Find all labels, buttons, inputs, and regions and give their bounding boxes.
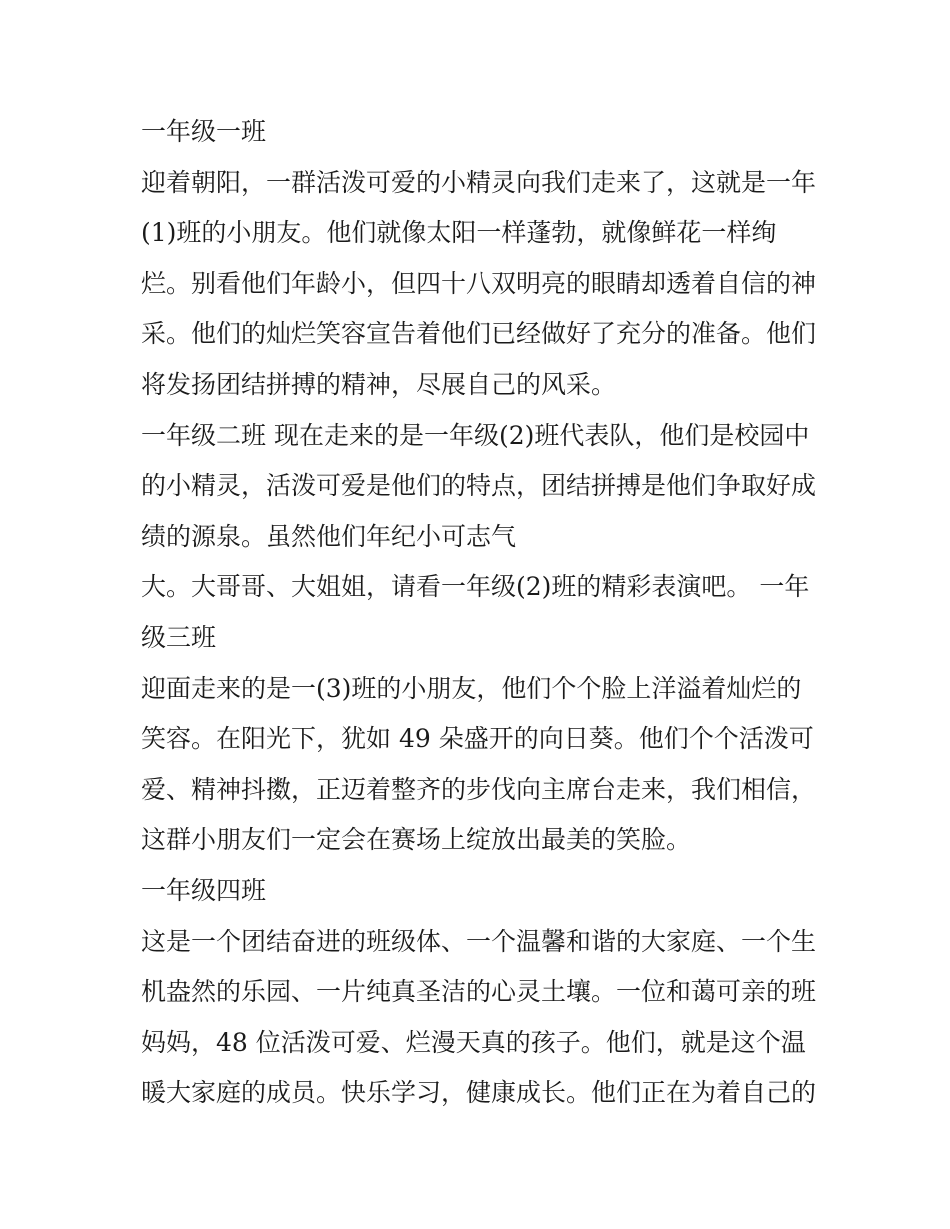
text-line: 采。他们的灿烂笑容宣告着他们已经做好了充分的准备。他们 [141, 319, 817, 349]
text-line: 爱、精神抖擞，正迈着整齐的步伐向主席台走来，我们相信， [141, 774, 817, 804]
text-line: 迎着朝阳，一群活泼可爱的小精灵向我们走来了，这就是一年 [141, 167, 817, 197]
document-body [141, 112, 821, 1124]
text-line: 将发扬团结拼搏的精神，尽展自己的风采。 [141, 369, 617, 399]
text-line: 级三班 [141, 622, 217, 652]
text-line: 绩的源泉。虽然他们年纪小可志气 [141, 521, 517, 551]
text-line: 暖大家庭的成员。快乐学习，健康成长。他们正在为着自己的 [141, 1078, 817, 1108]
text-line: 笑容。在阳光下，犹如 49 朵盛开的向日葵。他们个个活泼可 [141, 724, 814, 754]
text-line: 妈妈，48 位活泼可爱、烂漫天真的孩子。他们，就是这个温 [141, 1027, 806, 1057]
text-line: 这群小朋友们一定会在赛场上绽放出最美的笑脸。 [141, 825, 692, 855]
text-line: 一年级二班 现在走来的是一年级(2)班代表队，他们是校园中 [141, 420, 810, 450]
text-line: 机盎然的乐园、一片纯真圣洁的心灵土壤。一位和蔼可亲的班 [141, 977, 817, 1007]
text-line: 烂。别看他们年龄小，但四十八双明亮的眼睛却透着自信的神 [141, 268, 817, 298]
text-line: 这是一个团结奋进的班级体、一个温馨和谐的大家庭、一个生 [141, 926, 817, 956]
heading-class-4: 一年级四班 [141, 875, 267, 905]
text-line: 大。大哥哥、大姐姐，请看一年级(2)班的精彩表演吧。 一年 [141, 572, 810, 602]
text-line: 迎面走来的是一(3)班的小朋友，他们个个脸上洋溢着灿烂的 [141, 673, 802, 703]
text-line: (1)班的小朋友。他们就像太阳一样蓬勃，就像鲜花一样绚 [141, 218, 777, 248]
heading-class-1: 一年级一班 [141, 117, 267, 146]
text-line: 的小精灵，活泼可爱是他们的特点，团结拼搏是他们争取好成 [141, 471, 817, 501]
